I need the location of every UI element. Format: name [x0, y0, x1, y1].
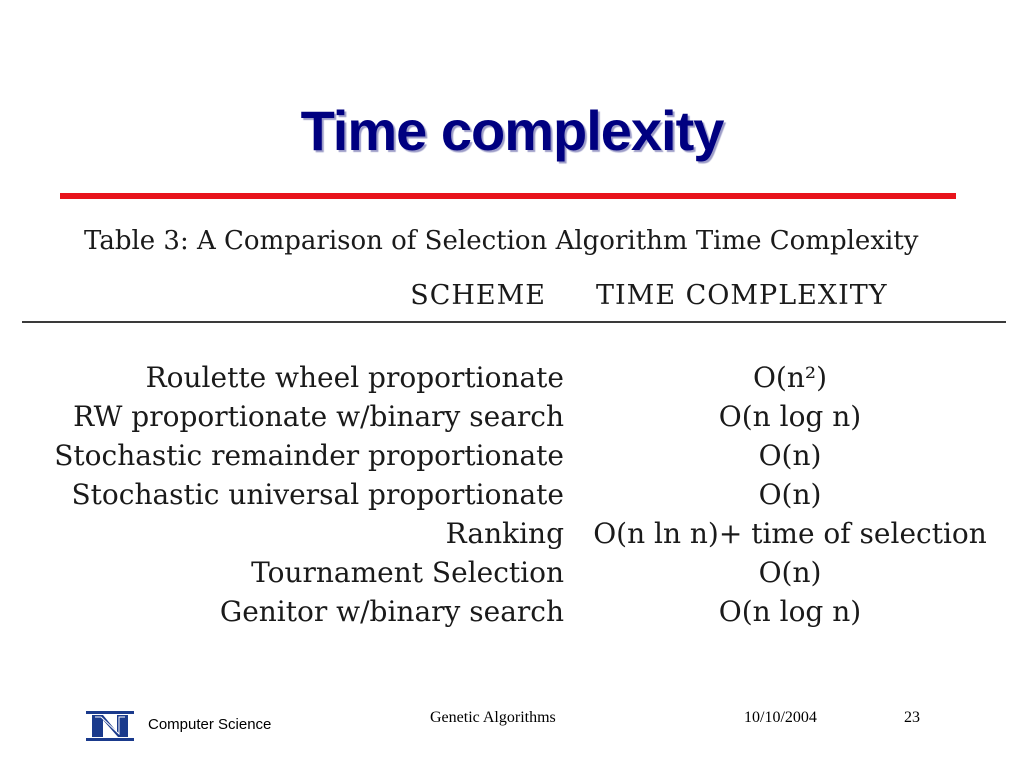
scheme-cell: Roulette wheel proportionate	[145, 361, 564, 394]
table-row	[20, 594, 1010, 633]
header-scheme: SCHEME	[410, 280, 546, 311]
table-row	[20, 399, 1010, 438]
table-row	[20, 516, 1010, 555]
time-complexity-cell: O(n log n)	[718, 400, 862, 433]
table-caption: Table 3: A Comparison of Selection Algorithm Time Complexity	[84, 226, 919, 256]
time-complexity-cell: O(n log n)	[718, 595, 862, 628]
table-row	[20, 555, 1010, 594]
time-complexity-cell: O(n ln n)+ time of selection	[593, 517, 987, 550]
scheme-cell: Genitor w/binary search	[219, 595, 564, 628]
scheme-cell: Tournament Selection	[251, 556, 564, 589]
scheme-cell: Ranking	[445, 517, 564, 550]
time-complexity-cell: O(n)	[758, 556, 822, 589]
time-complexity-cell: O(n)	[758, 478, 822, 511]
table-row	[20, 360, 1010, 399]
footer-course-title: Genetic Algorithms	[430, 709, 556, 726]
university-n-logo-icon	[86, 707, 134, 745]
title-divider	[60, 193, 956, 199]
time-complexity-cell: O(n²)	[752, 361, 828, 394]
footer-department: Computer Science	[148, 716, 272, 733]
scheme-cell: Stochastic universal proportionate	[71, 478, 564, 511]
table-divider	[22, 321, 1006, 323]
footer-date: 10/10/2004	[744, 709, 817, 726]
scheme-cell: RW proportionate w/binary search	[73, 400, 564, 433]
slide-title: Time complexity	[300, 99, 724, 162]
table-row	[20, 477, 1010, 516]
table-body	[20, 360, 1010, 633]
footer-page-number: 23	[904, 709, 920, 726]
time-complexity-cell: O(n)	[758, 439, 822, 472]
table-row	[20, 438, 1010, 477]
scheme-cell: Stochastic remainder proportionate	[54, 439, 564, 472]
header-time-complexity: TIME COMPLEXITY	[596, 280, 888, 311]
